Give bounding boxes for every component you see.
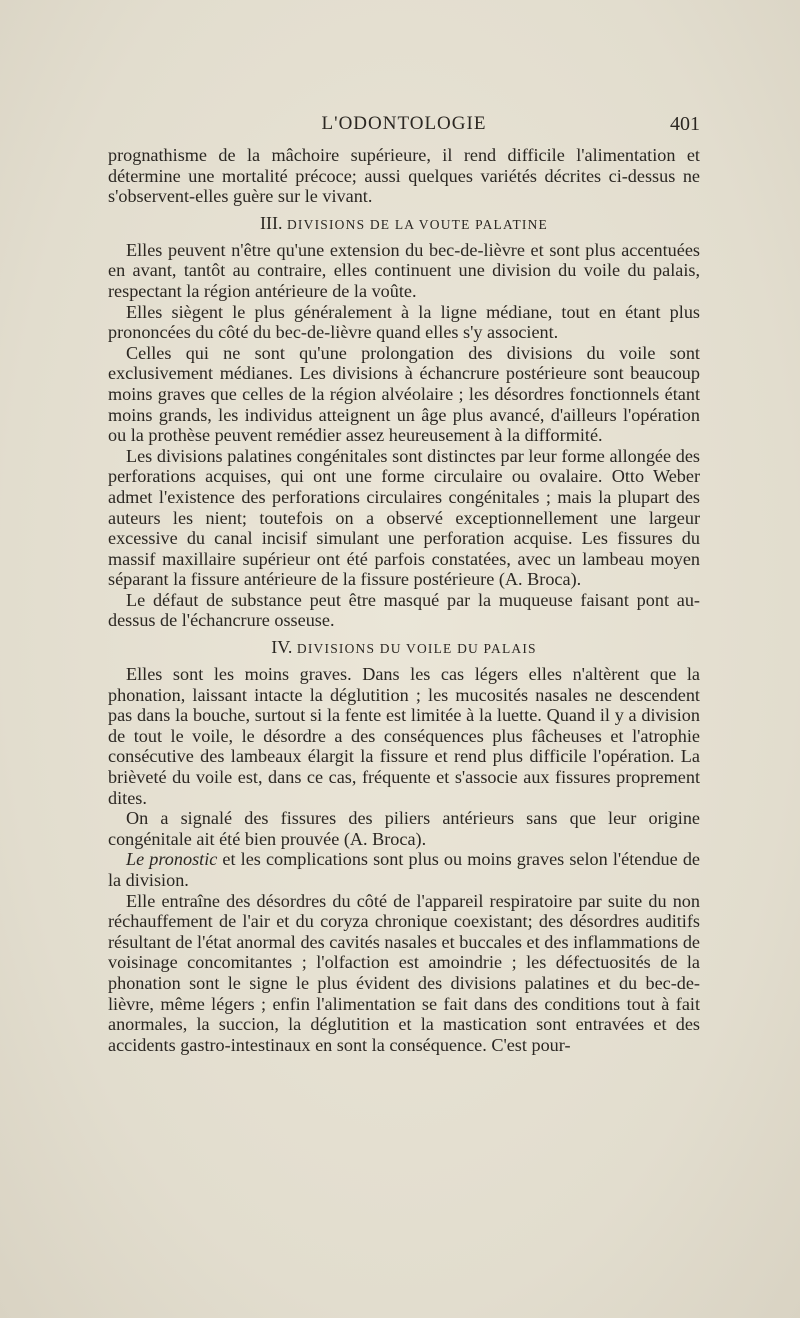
- prognosis-paragraph: [108, 849, 700, 890]
- paragraph: Elles peuvent n'être qu'une extension du bec-de-lièvre et sont plus accentuées en avant, tantôt au contraire, elles continuent une division du voile du palais, respectant la région antérieure de la voûte.: [108, 239, 700, 301]
- section-number: IV.: [271, 637, 293, 658]
- prognosis-rest: et les complications sont plus ou moins graves selon l'étendue de la division.: [108, 849, 700, 890]
- paragraph: Elle entraîne des désordres du côté de l'appareil respiratoire par suite du non réchauffement de l'air et du coryza chronique coexistant; des désordres auditifs résultant de l'état anormal des cavités nasales et buccales et des inflammations de voisinage concomitantes ; l'olfaction est amoindrie ; les défectuosités de la phonation sont le signe le plus évident des divisions palatines et du bec-de-lièvre, même légers ; enfin l'alimentation se fait dans des conditions tout à fait anormales, la succion, la déglutition et la mastication sont entravées et des accidents gastro-intestinaux en sont la conséquence. C'est pour-: [108, 890, 700, 1055]
- paragraph-continued: prognathisme de la mâchoire supérieure, il rend difficile l'alimentation et détermine une mortalité précoce; aussi quelques variétés décrites ci-dessus ne s'observent-elles guère sur le vivant.: [108, 145, 700, 207]
- paragraph: Elles sont les moins graves. Dans les cas légers elles n'altèrent que la phonation, laissant intacte la déglutition ; les mucosités nasales ne descendent pas dans la bouche, surtout si la fente est limitée à la luette. Quand il y a division de tout le voile, le désordre a des conséquences plus fâcheuses et l'atrophie consécutive des lambeaux élargit la fissure et rend plus difficile l'opération. La brièveté du voile est, dans ce cas, fréquente et s'associe aux fissures proprement dites.: [108, 664, 700, 808]
- paragraph: On a signalé des fissures des piliers antérieurs sans que leur origine congénitale ait été bien prouvée (A. Broca).: [108, 808, 700, 849]
- prognosis-lead: Le pronostic: [126, 849, 218, 870]
- section-title: DIVISIONS DU VOILE DU PALAIS: [296, 641, 537, 657]
- paragraph: Celles qui ne sont qu'une prolongation des divisions du voile sont exclusivement médianes. Les divisions à échancrure postérieure sont beaucoup moins graves que celles de la région alvéolaire ; les désordres fonctionnels étant moins grands, les individus atteignent un âge plus avancé, d'ailleurs l'opération ou la prothèse peuvent remédier assez heureusement à la difformité.: [108, 342, 700, 446]
- section-heading-3: [108, 212, 700, 236]
- running-title: L'ODONTOLOGIE: [321, 113, 487, 134]
- section-number: III.: [260, 212, 283, 233]
- paragraph: Elles siègent le plus généralement à la ligne médiane, tout en étant plus prononcées du côté du bec-de-lièvre quand elles s'y associent.: [108, 301, 700, 343]
- section-heading-4: [108, 636, 700, 660]
- section-title: DIVISIONS DE LA VOUTE PALATINE: [286, 216, 548, 232]
- paragraph: Les divisions palatines congénitales sont distinctes par leur forme allongée des perforations acquises, qui ont une forme circulaire ou ovalaire. Otto Weber admet l'existence des perforations circulaires congénitales ; mais la plupart des auteurs les nient; toutefois on a observé exceptionnellement une largeur excessive du canal incisif simulant une perforation acquise. Les fissures du massif maxillaire supérieur ont été parfois constatées, avec un lambeau moyen séparant la fissure antérieure de la fissure postérieure (A. Broca).: [108, 445, 700, 590]
- body-text: [108, 145, 700, 1055]
- running-head: [108, 113, 700, 141]
- paragraph: Le défaut de substance peut être masqué par la muqueuse faisant pont au-dessus de l'échancrure osseuse.: [108, 589, 700, 631]
- page-number: 401: [670, 113, 700, 135]
